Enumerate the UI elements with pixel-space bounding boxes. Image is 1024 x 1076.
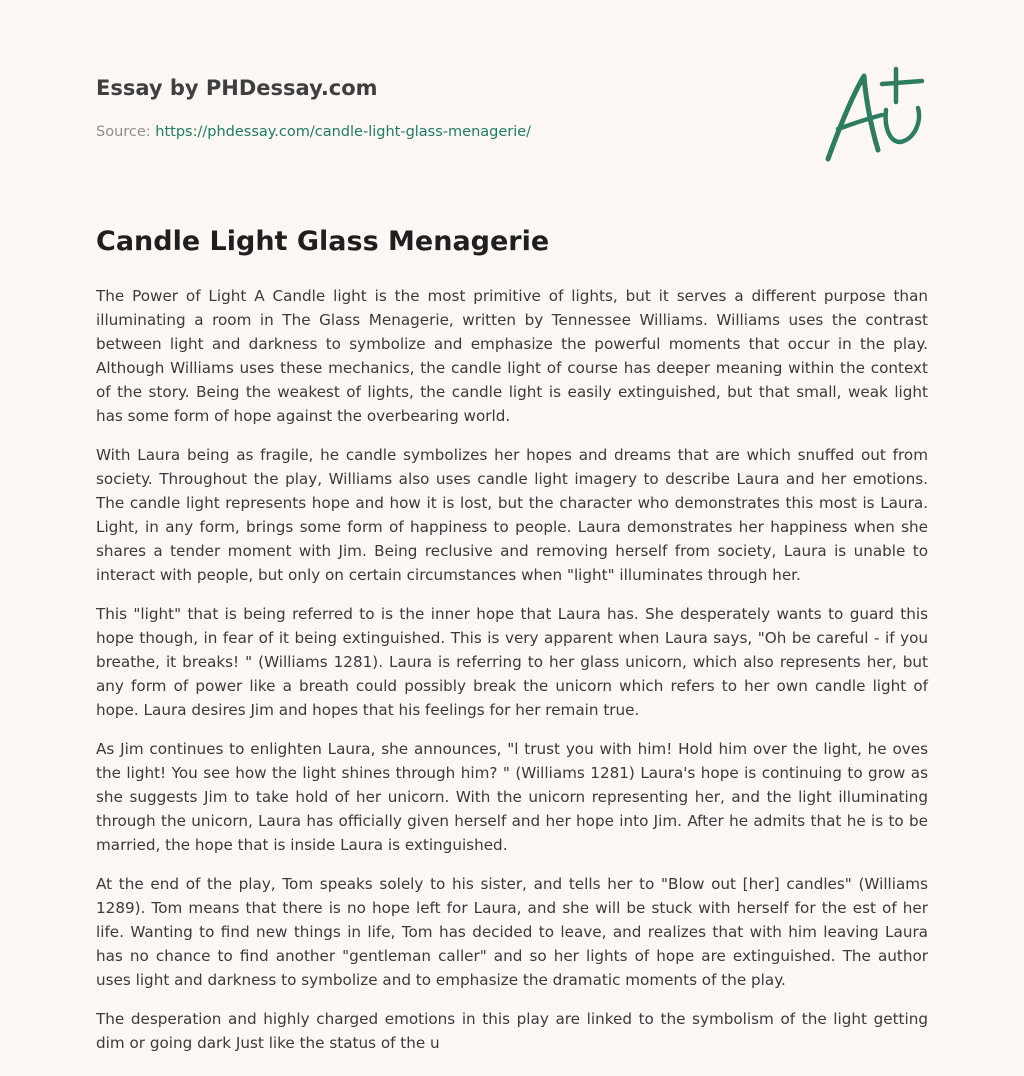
essay-body (96, 284, 928, 1070)
essay-paragraph: This "light" that is being referred to is the inner hope that Laura has. She desperately wants to guard this hope though, in fear of it being extinguished. This is very apparent when Laura says, "Oh be careful - if you breathe, it breaks! " (Williams 1281). Laura is referring to her glass unicorn, which also represents her, but any form of power like a breath could possibly break the unicorn which refers to her own candle light of hope. Laura desires Jim and hopes that his feelings for her remain true. (96, 605, 928, 719)
essay-paragraph: At the end of the play, Tom speaks solely to his sister, and tells her to "Blow out [her] candles" (Williams 1289). Tom means that there is no hope left for Laura, and she will be stuck with herself for the est of her life. Wanting to find new things in life, Tom has decided to leave, and realizes that with him leaving Laura has no chance to find another "gentleman caller" and so her lights of hope are extinguished. The author uses light and darkness to symbolize and to emphasize the dramatic moments of the play. (96, 875, 928, 989)
essay-paragraph: The desperation and highly charged emotions in this play are linked to the symbolism of the light getting dim or going dark Just like the status of the u (96, 1010, 928, 1052)
source-line (96, 124, 531, 140)
essay-paragraph: With Laura being as fragile, he candle symbolizes her hopes and dreams that are which snuffed out from society. Throughout the play, Williams also uses candle light imagery to describe Laura and her emotions. The candle light represents hope and how it is lost, but the character who demonstrates this most is Laura. Light, in any form, brings some form of happiness to people. Laura demonstrates her happiness when she shares a tender moment with Jim. Being reclusive and removing herself from society, Laura is unable to interact with people, but only on certain circumstances when "light" illuminates through her. (96, 446, 928, 584)
site-brand: Essay by PHDessay.com (96, 76, 378, 100)
essay-title: Candle Light Glass Menagerie (96, 226, 550, 257)
essay-paragraph: The Power of Light A Candle light is the most primitive of lights, but it serves a different purpose than illuminating a room in The Glass Menagerie, written by Tennessee Williams. Williams uses the contrast between light and darkness to symbolize and emphasize the powerful moments that occur in the play. Although Williams uses these mechanics, the candle light of course has deeper meaning within the context of the story. Being the weakest of lights, the candle light is easily extinguished, but that small, weak light has some form of hope against the overbearing world. (96, 287, 928, 425)
a-plus-logo (818, 66, 930, 166)
a-plus-grade-icon (818, 66, 930, 166)
source-link[interactable]: https://phdessay.com/candle-light-glass-menagerie/ (155, 124, 532, 140)
essay-paragraph: As Jim continues to enlighten Laura, she announces, "l trust you with him! Hold him over the light, he oves the light! You see how the light shines through him? " (Williams 1281) Laura's hope is continuing to grow as she suggests Jim to take hold of her unicorn. With the unicorn representing her, and the light illuminating through the unicorn, Laura has officially given herself and her hope into Jim. After he admits that he is to be married, the hope that is inside Laura is extinguished. (96, 740, 928, 854)
source-label: Source: (96, 124, 156, 140)
